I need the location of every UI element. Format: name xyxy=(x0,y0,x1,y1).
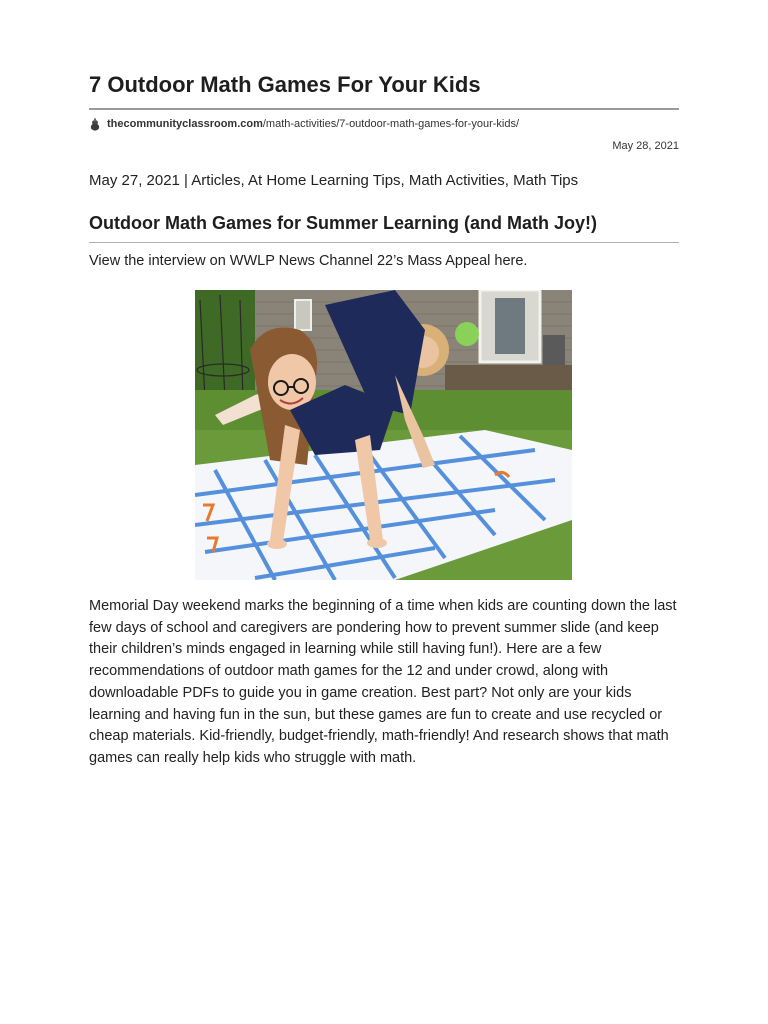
source-line[interactable] xyxy=(89,116,519,132)
section-heading: Outdoor Math Games for Summer Learning (and Math Joy!) xyxy=(89,213,598,233)
meta-line: May 27, 2021 | Articles, At Home Learning Tips, Math Activities, Math Tips xyxy=(89,172,579,189)
article-title: 7 Outdoor Math Games For Your Kids xyxy=(89,72,481,97)
title-divider xyxy=(89,108,679,110)
article-body: Memorial Day weekend marks the beginning of a time when kids are counting down the last few days of school and caregivers are pondering how to prevent summer slide (and keep their children’s minds engaged in learning while still having fun!). Here are a few recommendations of outdoor math games for the 12 and under crowd, along with downloadable PDFs to guide you in game creation. Best part? Not only are your kids learning and having fun in the sun, but these games are fun to create and use recycled or cheap materials. Kid-friendly, budget-friendly, math-friendly! And research shows that math games can really help kids who struggle with math. xyxy=(89,598,677,766)
save-date: May 28, 2021 xyxy=(612,140,679,152)
heading-divider xyxy=(89,242,679,243)
site-favicon-icon xyxy=(89,117,101,131)
intro-text: View the interview on WWLP News Channel 22’s Mass Appeal here. xyxy=(89,253,528,269)
source-path[interactable]: /math-activities/7-outdoor-math-games-for-your-kids/ xyxy=(262,118,520,130)
article-photo xyxy=(195,290,572,580)
source-domain[interactable]: thecommunityclassroom.com xyxy=(107,118,263,130)
photo-illustration xyxy=(195,290,572,580)
